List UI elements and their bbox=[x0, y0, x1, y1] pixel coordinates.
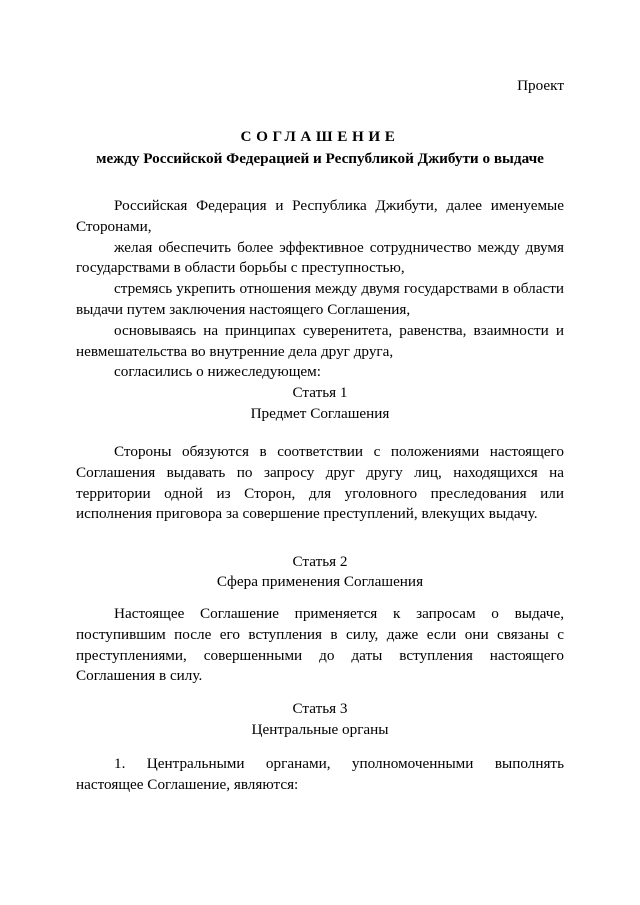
preamble-paragraph: Российская Федерация и Республика Джибути, далее именуемые Сторонами, bbox=[76, 197, 564, 235]
draft-mark: Проект bbox=[517, 77, 564, 94]
article-3-text: 1. Центральными органами, уполномоченными выполнять настоящее Соглашение, являются: bbox=[76, 755, 564, 793]
article-3-body bbox=[76, 754, 564, 796]
preamble-paragraph: согласились о нижеследующем: bbox=[114, 363, 322, 381]
article-2-heading: Сфера применения Соглашения bbox=[216, 573, 424, 590]
preamble-paragraph: желая обеспечить более эффективное сотрудничество между двумя государствами в области борьбы с преступностью, bbox=[76, 238, 564, 277]
document-title: СОГЛАШЕНИЕ bbox=[240, 128, 400, 145]
article-1-body bbox=[76, 442, 564, 525]
article-1-number: Статья 1 bbox=[292, 384, 348, 401]
article-1-text: Стороны обязуются в соответствии с положениями настоящего Соглашения выдавать по запросу друг другу лиц, находящихся на территории одной из Сторон, для уголовного преследования или исполнения приговора за совершение преступлений, влекущих выдачу. bbox=[76, 443, 564, 523]
preamble-paragraph: основываясь на принципах суверенитета, равенства, взаимности и невмешательства во внутренние дела друг друга, bbox=[76, 321, 564, 360]
document-subtitle: между Российской Федерацией и Республикой Джибути о выдаче bbox=[96, 150, 544, 167]
article-1-heading: Предмет Соглашения bbox=[250, 405, 390, 422]
article-3-number: Статья 3 bbox=[292, 700, 348, 717]
article-2-number: Статья 2 bbox=[292, 553, 348, 570]
preamble-paragraph: стремясь укрепить отношения между двумя государствами в области выдачи путем заключения настоящего Соглашения, bbox=[76, 280, 564, 318]
article-2-body bbox=[76, 604, 564, 687]
preamble bbox=[76, 196, 564, 383]
article-3-heading: Центральные органы bbox=[251, 721, 389, 738]
article-2-text: Настоящее Соглашение применяется к запросам о выдаче, поступившим после его вступления в силу, даже если они связаны с преступлениями, совершенными до даты вступления настоящего Соглашения в силу. bbox=[76, 605, 564, 685]
